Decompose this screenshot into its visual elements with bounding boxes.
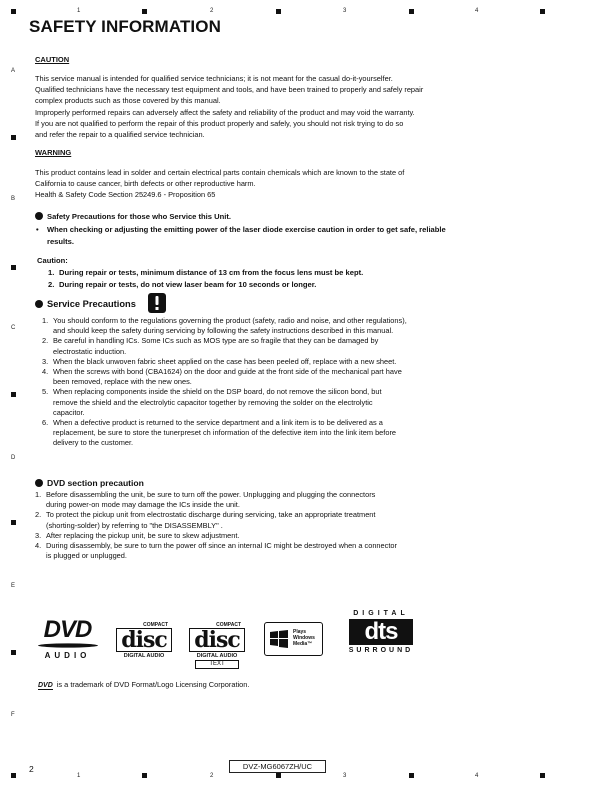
reg-marker	[142, 9, 147, 14]
reg-marker	[540, 773, 545, 778]
laser-heading: Safety Precautions for those who Service this Unit.	[35, 212, 231, 221]
list-item: 2. To protect the pickup unit from electrostatic discharge during servicing, take an appropriate treatment (shorting-solder) by referring to "the DISASSEMBLY" .	[35, 510, 376, 530]
service-list	[42, 316, 552, 449]
reg-marker	[540, 9, 545, 14]
windows-media-logo: Plays Windows Media™	[264, 622, 323, 656]
column-number: 2	[210, 8, 214, 14]
caution-heading: CAUTION	[35, 55, 70, 64]
reg-marker	[409, 9, 414, 14]
laser-caution-list: 1. During repair or tests, minimum distance of 13 cm from the focus lens must be kept. 2. During repair or tests, do not view laser beam for 10 seconds or longer.	[48, 268, 364, 289]
laser-bullet: • When checking or adjusting the emitting power of the laser diode exercise caution in order to get safe, reliable results.	[36, 225, 446, 246]
service-heading: Service Precautions	[35, 299, 136, 309]
row-letter: A	[11, 68, 16, 74]
column-number: 3	[343, 773, 347, 779]
reg-marker	[11, 135, 16, 140]
reg-marker	[11, 392, 16, 397]
warning-heading: WARNING	[35, 148, 72, 157]
laser-caution-label: Caution:	[37, 256, 68, 265]
list-item: 3. When the black unwoven fabric sheet applied on the case has been peeled off, replace with a new sheet.	[42, 356, 397, 366]
warning-text: This product contains lead in solder and certain electrical parts contain chemicals which are known to the state of California to cause cancer, birth defects or other reproductive harm. Health & Safety Code Section 25249.6 - Proposition 65	[35, 168, 405, 200]
model-number: DVZ-MG6067ZH/UC	[229, 760, 326, 773]
attention-icon	[148, 293, 166, 313]
bullet-icon	[35, 479, 43, 487]
reg-marker	[276, 773, 281, 778]
windows-flag-icon	[269, 629, 289, 649]
list-item: 6. When a defective product is returned to the service department and a link item is to be delivered as a replacement, be sure to store the tunerpreset ch information of the defective item into the link item before delivery to the customer.	[42, 418, 397, 448]
dvd-audio-logo: DVD AUDIO	[35, 618, 100, 663]
column-number: 4	[475, 773, 479, 779]
list-item: 2. Be careful in handling ICs. Some ICs such as MOS type are so fragile that they can be damaged by electrostatic induction.	[42, 336, 379, 356]
dvd-small-logo: DVD	[38, 682, 53, 689]
dvd-heading: DVD section precaution	[35, 478, 144, 488]
column-number: 3	[343, 8, 347, 14]
list-item: 3. After replacing the pickup unit, be sure to skew adjustment.	[35, 530, 240, 540]
cd-text-logo: COMPACT disc DIGITAL AUDIO TEXT	[189, 622, 245, 667]
reg-marker	[11, 650, 16, 655]
dts-surround-logo: DIGITAL dts SURROUND	[348, 610, 414, 654]
reg-marker	[11, 9, 16, 14]
list-item: 1. You should conform to the regulations governing the product (safety, radio and noise, and other regulations), and should keep the safety during servicing by following the safety instructions described in this manual.	[42, 316, 407, 336]
list-item: 4. During disassembly, be sure to turn the power off since an internal IC might be destroyed when a connector is plugged or unplugged.	[35, 541, 397, 561]
column-number: 2	[210, 773, 214, 779]
reg-marker	[11, 520, 16, 525]
list-item: 5. When replacing components inside the shield on the DSP board, do not remove the silicon bond, but remove the shield and the electrolytic capacitor together by removing the solder on the electrolytic capacitor.	[42, 387, 382, 417]
row-letter: B	[11, 196, 16, 202]
row-letter: F	[11, 712, 15, 718]
page-number: 2	[29, 764, 34, 774]
row-letter: C	[11, 325, 16, 331]
bullet-icon	[35, 300, 43, 308]
reg-marker	[11, 773, 16, 778]
reg-marker	[409, 773, 414, 778]
bullet-icon	[35, 212, 43, 220]
trademark-note: DVD is a trademark of DVD Format/Logo Licensing Corporation.	[38, 680, 250, 689]
cd-digital-audio-logo: COMPACT disc DIGITAL AUDIO	[116, 622, 172, 662]
reg-marker	[142, 773, 147, 778]
column-number: 4	[475, 8, 479, 14]
reg-marker	[11, 265, 16, 270]
row-letter: E	[11, 583, 16, 589]
column-number: 1	[77, 773, 81, 779]
column-number: 1	[77, 8, 81, 14]
dvd-list	[35, 490, 560, 561]
page-title: SAFETY INFORMATION	[29, 17, 221, 36]
row-letter: D	[11, 455, 16, 461]
list-item: 1. Before disassembling the unit, be sure to turn off the power. Unplugging and plugging the connectors during power-on mode may damage the ICs inside the unit.	[35, 490, 376, 510]
reg-marker	[276, 9, 281, 14]
caution-text: This service manual is intended for qualified service technicians; it is not meant for the casual do-it-yourselfer. Qualified technicians have the necessary test equipment and tools, and have been trained to properly and safely repair complex products such as those covered by this manual. Improperly performed repairs can adversely affect the safety and reliability of the product and may void the warranty. If you are not qualified to perform the repair of this product properly and safely, you should not risk trying to do so and refer the repair to a qualified service technician.	[35, 74, 424, 140]
list-item: 4. When the screws with bond (CBA1624) on the door and guide at the front side of the mechanical part have been removed, replace with the new ones.	[42, 367, 402, 387]
